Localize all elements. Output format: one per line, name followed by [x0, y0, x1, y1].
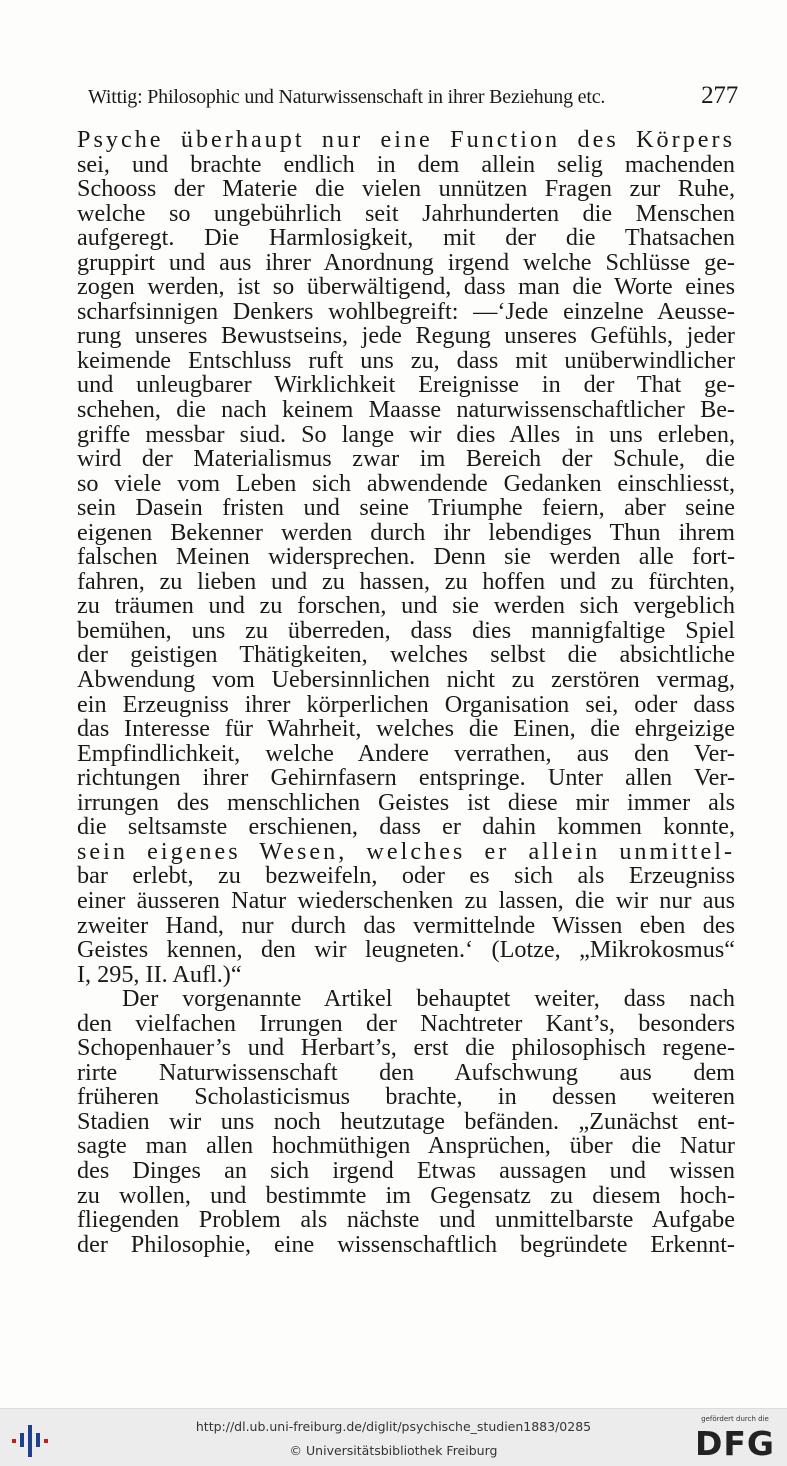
text-line: früheren Scholasticismus brachte, in dessen weiteren: [77, 1083, 735, 1111]
text-line: scharfsinnigen Denkers wohlbegreift: —‘Jede einzelne Aeusse-: [77, 297, 735, 325]
text-line: sein eigenes Wesen, welches er allein unmittel-: [77, 837, 735, 865]
text-line: Der vorgenannte Artikel behauptet weiter, dass nach: [122, 985, 735, 1013]
page-number: 277: [701, 82, 738, 109]
text-line: ein Erzeugniss ihrer körperlichen Organisation sei, oder dass: [77, 690, 735, 718]
text-line: so viele vom Leben sich abwendende Gedanken einschliesst,: [77, 469, 735, 497]
text-line: rirte Naturwissenschaft den Aufschwung aus dem: [77, 1058, 735, 1086]
text-line: aufgeregt. Die Harmlosigkeit, mit der die Thatsachen: [77, 224, 735, 252]
text-line: gruppirt und aus ihrer Anordnung irgend welche Schlüsse ge-: [77, 248, 735, 276]
text-line: sein Dasein fristen und seine Triumphe feiern, aber seine: [77, 494, 735, 522]
copyright-notice: © Universitätsbibliothek Freiburg: [289, 1443, 498, 1458]
text-line: der Philosophie, eine wissenschaftlich begründete Erkennt-: [77, 1230, 735, 1258]
text-line: Geistes kennen, den wir leugneten.‘ (Lotze, „Mikrokosmus“: [77, 936, 735, 964]
text-line: der geistigen Thätigkeiten, welches selbst die absichtliche: [77, 641, 735, 669]
text-line: richtungen ihrer Gehirnfasern entspringe. Unter allen Ver-: [77, 764, 735, 792]
text-line: Stadien wir uns noch heutzutage befänden. „Zunächst ent-: [77, 1107, 735, 1135]
text-line: Schopenhauer’s und Herbart’s, erst die philosophisch regene-: [77, 1034, 735, 1062]
body-text: [77, 128, 735, 1257]
text-line: Abwendung vom Uebersinnlichen nicht zu zerstören vermag,: [77, 666, 735, 694]
source-url-link[interactable]: http://dl.ub.uni-freiburg.de/diglit/psychische_studien1883/0285: [195, 1419, 592, 1434]
text-line: bar erlebt, zu bezweifeln, oder es sich als Erzeugniss: [77, 862, 735, 890]
text-line: falschen Meinen widersprechen. Denn sie werden alle fort-: [77, 543, 735, 571]
dfg-logo: [693, 1415, 777, 1463]
text-line: das Interesse für Wahrheit, welches die Einen, die ehrgeizige: [77, 715, 735, 743]
text-line: fahren, zu lieben und zu hassen, zu hoffen und zu fürchten,: [77, 567, 735, 595]
text-line: welche so ungebührlich seit Jahrhunderten die Menschen: [77, 199, 735, 227]
running-header: [88, 84, 738, 114]
text-line: wird der Materialismus zwar im Bereich der Schule, die: [77, 445, 735, 473]
text-line: die seltsamste erschienen, dass er dahin kommen konnte,: [77, 813, 735, 841]
text-line: irrungen des menschlichen Geistes ist diese mir immer als: [77, 788, 735, 816]
text-line: keimende Entschluss ruft uns zu, dass mit unüberwindlicher: [77, 346, 735, 374]
text-line: des Dinges an sich irgend Etwas aussagen und wissen: [77, 1156, 735, 1184]
text-line: zogen werden, ist so überwältigend, dass man die Worte eines: [77, 273, 735, 301]
text-line: I, 295, II. Aufl.)“: [77, 960, 242, 988]
text-line: und unleugbarer Wirklichkeit Ereignisse in der That ge-: [77, 371, 735, 399]
viewer-footer: [0, 1408, 787, 1466]
text-line: einer äusseren Natur wiederschenken zu lassen, die wir nur aus: [77, 886, 735, 914]
text-line: zu wollen, und bestimmte im Gegensatz zu diesem hoch-: [77, 1181, 735, 1209]
text-line: sagte man allen hochmüthigen Ansprüchen, über die Natur: [77, 1132, 735, 1160]
text-line: zu träumen und zu forschen, und sie werden sich vergeblich: [77, 592, 735, 620]
text-line: Schooss der Materie die vielen unnützen Fragen zur Ruhe,: [77, 175, 735, 203]
text-line: Empfindlichkeit, welche Andere verrathen, aus den Ver-: [77, 739, 735, 767]
text-line: eigenen Bekenner werden durch ihr lebendiges Thun ihrem: [77, 518, 735, 546]
text-line: bemühen, uns zu überreden, dass dies mannigfaltige Spiel: [77, 616, 735, 644]
dfg-wordmark: DFG: [694, 1424, 776, 1463]
dfg-caption: gefördert durch die: [701, 1415, 769, 1423]
text-line: rung unseres Bewustseins, jede Regung unseres Gefühls, jeder: [77, 322, 735, 350]
running-title: Wittig: Philosophic und Naturwissenschaft in ihrer Beziehung etc.: [88, 86, 606, 108]
text-line: den vielfachen Irrungen der Nachtreter Kant’s, besonders: [77, 1009, 735, 1037]
text-line: Psyche überhaupt nur eine Function des Körpers: [77, 126, 735, 153]
text-line: schehen, die nach keinem Maasse naturwissenschaftlicher Be-: [77, 396, 735, 424]
text-line: griffe messbar siud. So lange wir dies Alles in uns erleben,: [77, 420, 735, 448]
text-line: fliegenden Problem als nächste und unmittelbarste Aufgabe: [77, 1206, 735, 1234]
text-line: sei, und brachte endlich in dem allein selig machenden: [77, 150, 735, 178]
text-line: zweiter Hand, nur durch das vermittelnde Wissen eben des: [77, 911, 735, 939]
